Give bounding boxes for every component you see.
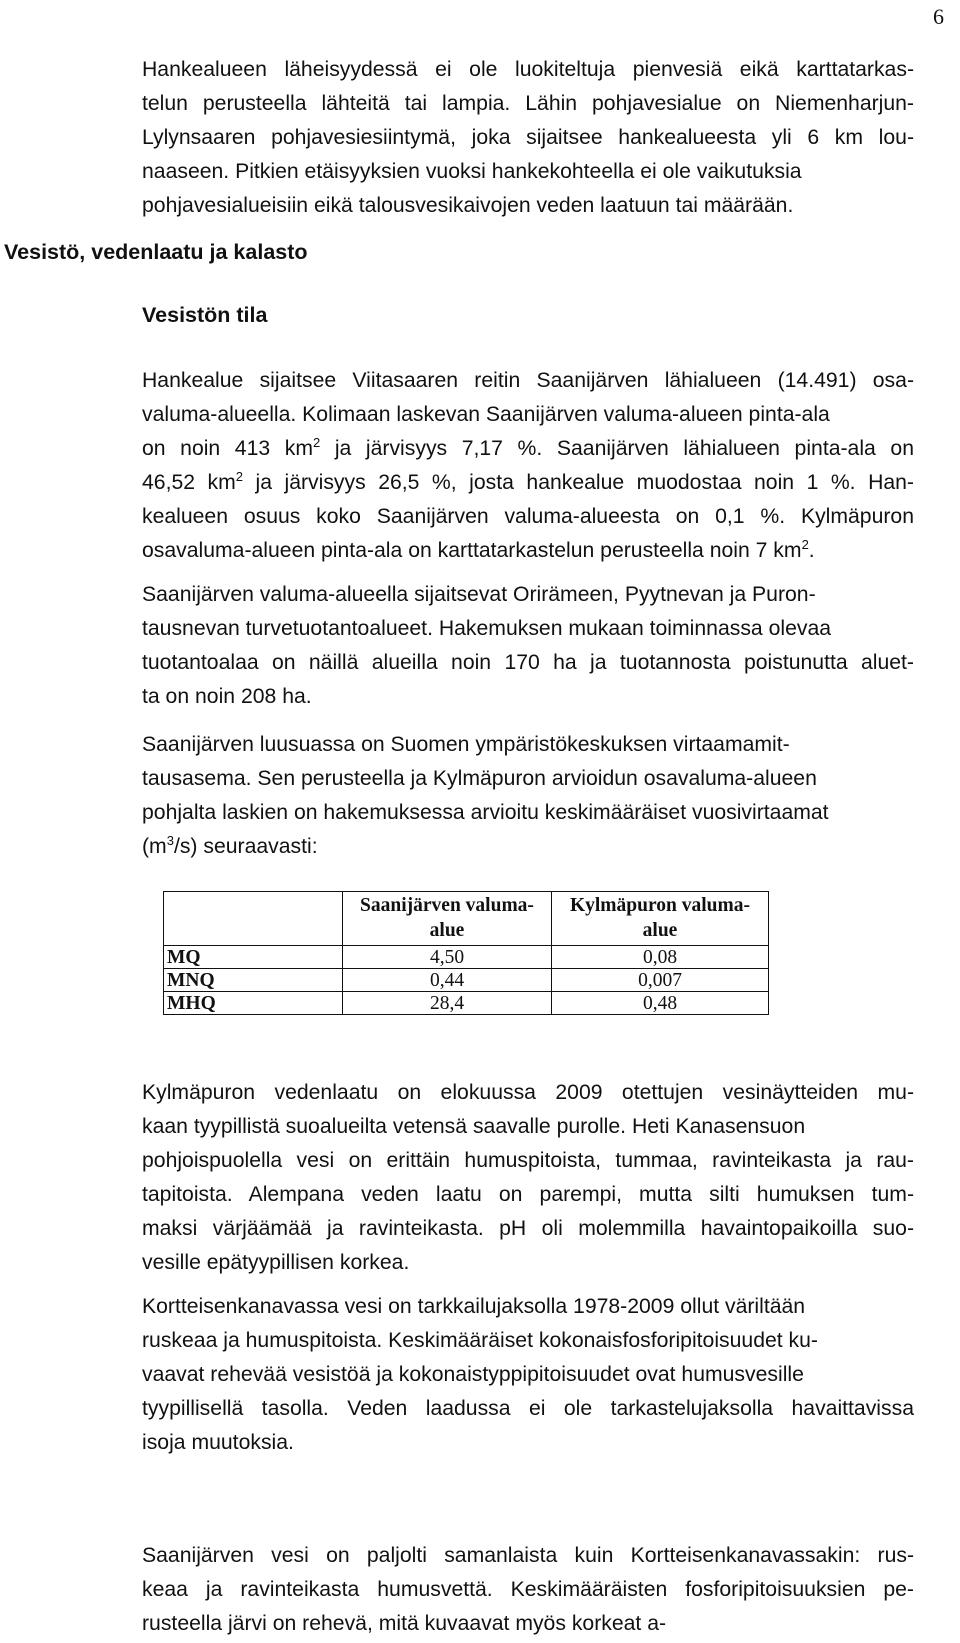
text-line: valuma-alueella. Kolimaan laskevan Saanijärven valuma-alueen pinta-ala	[142, 403, 830, 426]
subsection-heading: Vesistön tila	[142, 303, 268, 327]
table-header-cell: Saanijärven valuma- alue	[343, 892, 552, 946]
peat-paragraph	[142, 578, 914, 714]
text-line: tausnevan turvetuotantoalueet. Hakemuksen mukaan toiminnassa olevaa	[142, 617, 832, 640]
text-line: tapitoista. Alempana veden laatu on parempi, mutta silti humuksen tum-	[142, 1183, 914, 1206]
text-line: pohjalta laskien on hakemuksessa arvioitu keskimääräiset vuosivirtaamat	[142, 801, 829, 824]
intro-paragraph	[142, 53, 914, 223]
text-line: $(m^3/s)$ seuraavasti:	[142, 833, 318, 858]
channel-paragraph	[142, 1290, 914, 1460]
text-line: tuotantoalaa on näillä alueilla noin 170 ha ja tuotannosta poistunutta aluet-	[142, 651, 914, 674]
text-line: Saanijärven luusuassa on Suomen ympäristökeskuksen virtaamamit-	[142, 733, 790, 756]
table-row	[164, 992, 769, 1015]
text-line: Kortteisenkanavassa vesi on tarkkailujaksolla 1978-2009 ollut väriltään	[142, 1295, 806, 1318]
table-header-cell: Kylmäpuron valuma- alue	[552, 892, 769, 946]
text-line: maksi värjäämää ja ravinteikasta. pH oli molemmilla havaintopaikoilla suo-	[142, 1217, 914, 1240]
text-line: naaseen. Pitkien etäisyyksien vuoksi hankekohteella ei ole vaikutuksia	[142, 160, 802, 183]
section-heading: Vesistö, vedenlaatu ja kalasto	[4, 240, 308, 264]
table-row-label: MQ	[164, 946, 343, 969]
text-line: Saanijärven valuma-alueella sijaitsevat Orirämeen, Pyytnevan ja Puron-	[142, 583, 816, 606]
table-cell: 4,50	[343, 946, 552, 969]
table-row	[164, 946, 769, 969]
text-line: Saanijärven vesi on paljolti samanlaista kuin Kortteisenkanavassakin: rus-	[142, 1544, 914, 1567]
flow-table	[163, 891, 769, 1015]
text-line: Hankealueen läheisyydessä ei ole luokiteltuja pienvesiä eikä karttatarkas-	[142, 58, 914, 81]
table-header-row	[164, 892, 769, 946]
table-row-label: MHQ	[164, 992, 343, 1015]
table-cell: 0,08	[552, 946, 769, 969]
quality-paragraph	[142, 1076, 914, 1280]
table-row	[164, 969, 769, 992]
text-line: pohjavesialueisiin eikä talousvesikaivojen veden laatuun tai määrään.	[142, 194, 794, 217]
text-line: tyypillisellä tasolla. Veden laadussa ei ole tarkastelujaksolla havaittavissa	[142, 1397, 914, 1420]
text-line: on noin 413 $km^2$ ja järvisyys 7,17 %. Saanijärven lähialueen pinta-ala on	[142, 435, 914, 460]
table-row-label: MNQ	[164, 969, 343, 992]
page-number: 6	[933, 4, 944, 29]
text-line: osavaluma-alueen pinta-ala on karttatarkastelun perusteella noin 7 $km^2$.	[142, 537, 815, 562]
catchment-paragraph	[142, 364, 914, 568]
text-line: kaan tyypillistä suoalueilta vetensä saavalle purolle. Heti Kanasensuon	[142, 1115, 806, 1138]
table-cell: 28,4	[343, 992, 552, 1015]
flow-paragraph	[142, 728, 914, 864]
text-line: keaa ja ravinteikasta humusvettä. Keskimääräisten fosforipitoisuuksien pe-	[142, 1578, 914, 1601]
text-line: vaavat rehevää vesistöä ja kokonaistyppipitoisuudet ovat humusvesille	[142, 1363, 804, 1386]
text-line: telun perusteella lähteitä tai lampia. Lähin pohjavesialue on Niemenharjun-	[142, 92, 914, 115]
text-line: ta on noin 208 ha.	[142, 685, 312, 708]
text-line: Lylynsaaren pohjavesiesiintymä, joka sijaitsee hankealueesta yli 6 km lou-	[142, 126, 914, 149]
text-line: isoja muutoksia.	[142, 1431, 294, 1454]
table-cell: 0,48	[552, 992, 769, 1015]
table-cell: 0,007	[552, 969, 769, 992]
table-header-cell	[164, 892, 343, 946]
text-line: kealueen osuus koko Saanijärven valuma-alueesta on 0,1 %. Kylmäpuron	[142, 505, 914, 528]
text-line: Hankealue sijaitsee Viitasaaren reitin Saanijärven lähialueen (14.491) osa-	[142, 369, 914, 392]
text-line: tausasema. Sen perusteella ja Kylmäpuron arvioidun osavaluma-alueen	[142, 767, 817, 790]
text-line: Kylmäpuron vedenlaatu on elokuussa 2009 otettujen vesinäytteiden mu-	[142, 1081, 914, 1104]
text-line: pohjoispuolella vesi on erittäin humuspitoista, tummaa, ravinteikasta ja rau-	[142, 1149, 914, 1172]
text-line: rusteella järvi on rehevä, mitä kuvaavat myös korkeat a-	[142, 1612, 667, 1635]
lake-paragraph	[142, 1539, 914, 1641]
table-cell: 0,44	[343, 969, 552, 992]
text-line: ruskeaa ja humuspitoista. Keskimääräiset kokonaisfosforipitoisuudet ku-	[142, 1329, 818, 1352]
text-line: 46,52 $km^2$ ja järvisyys 26,5 %, josta hankealue muodostaa noin 1 %. Han-	[142, 469, 914, 494]
text-line: vesille epätyypillisen korkea.	[142, 1251, 410, 1274]
